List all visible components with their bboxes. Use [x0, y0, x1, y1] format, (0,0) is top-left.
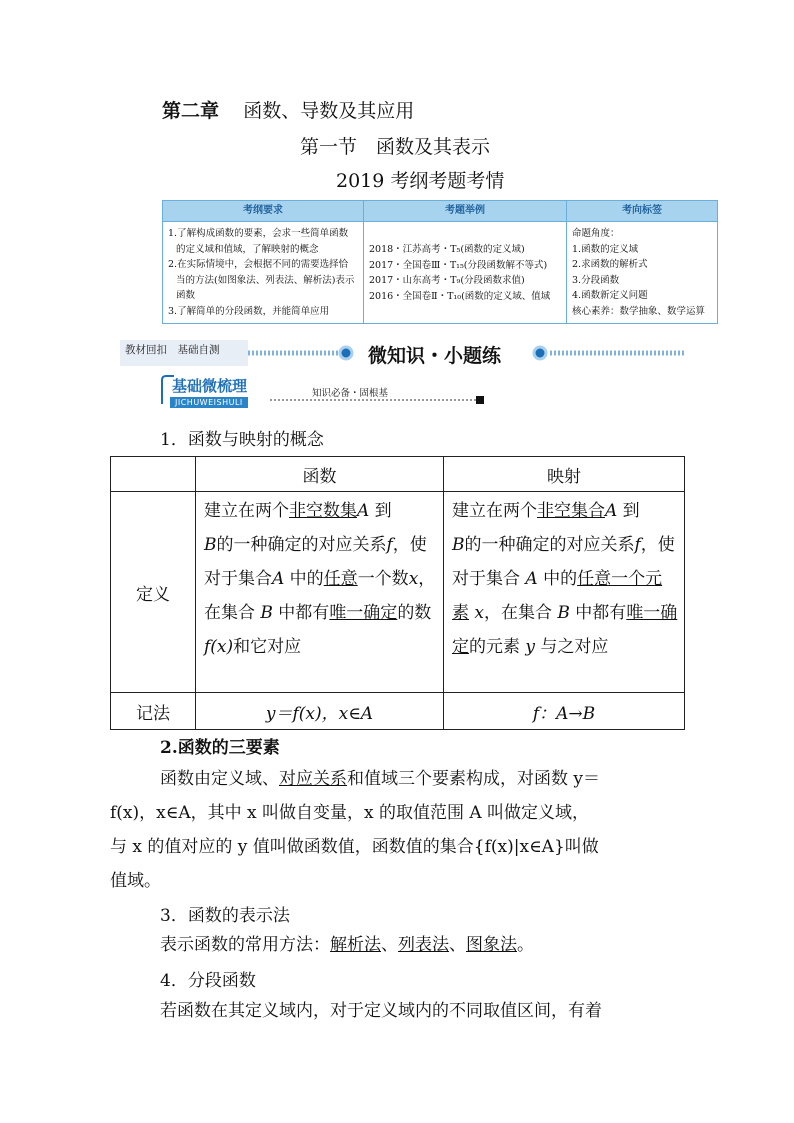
- tag-line: 3.分段函数: [572, 274, 620, 286]
- banner-title: 微知识・小题练: [368, 345, 502, 367]
- math: x: [408, 569, 419, 589]
- underlined-term: 唯一确定: [452, 603, 678, 657]
- underlined-term: 任意一个元素: [452, 569, 663, 623]
- exam-heading: 2019 考纲考题考情: [336, 170, 505, 192]
- text: 中的: [537, 569, 578, 589]
- three-elements-paragraph: [110, 762, 690, 898]
- syllabus-line: 当的方法(如图象法、列表法、解析法)表示: [176, 274, 355, 286]
- text: f(x)，x∈A，其中 x 叫做自变量，x 的取值范围 A 叫做定义域，: [110, 803, 590, 823]
- sub-banner-pinyin: JICHUWEISHULI: [170, 397, 248, 408]
- sub-banner-title: 基础微梳理: [172, 377, 248, 395]
- header-function: 函数: [196, 457, 444, 492]
- row-label-notation: 记法: [111, 693, 196, 730]
- text: 函数由定义域、: [160, 769, 279, 789]
- text: 值域。: [110, 871, 161, 891]
- exam-cell-syllabus: [163, 222, 364, 324]
- syllabus-line: 的定义域和值域，了解映射的概念: [176, 243, 319, 255]
- text: 、: [381, 935, 398, 955]
- underlined-term: 解析法: [330, 935, 381, 955]
- syllabus-line: 3.了解简单的分段函数，并能简单应用: [168, 305, 330, 317]
- text: 中都有: [569, 603, 627, 623]
- heading-piecewise: 4．分段函数: [160, 971, 256, 991]
- math: y＝f(x)，x∈A: [265, 703, 374, 724]
- underlined-term: 非空集合: [537, 501, 605, 521]
- text: 到: [369, 501, 392, 521]
- heading-three-elements: 2.函数的三要素: [160, 738, 280, 758]
- math: B: [260, 603, 273, 623]
- math: A: [357, 501, 370, 521]
- underlined-term: 对应关系: [279, 769, 347, 789]
- exam-header-tags: 考向标签: [567, 201, 718, 222]
- header-mapping: 映射: [444, 457, 685, 492]
- text: 。: [517, 935, 534, 955]
- exam-header-syllabus: 考纲要求: [163, 201, 364, 222]
- syllabus-line: 1.了解构成函数的要素，会求一些简单函数: [168, 228, 349, 239]
- exam-cell-examples: [364, 222, 567, 324]
- exam-header-examples: 考题举例: [364, 201, 567, 222]
- sub-banner-note: 知识必备・固根基: [312, 388, 389, 399]
- tag-line: 1.函数的定义域: [572, 243, 639, 255]
- heading-representation: 3．函数的表示法: [160, 906, 290, 926]
- empty-header-cell: [111, 457, 196, 492]
- exam-table: [162, 200, 718, 324]
- math: A: [605, 501, 618, 521]
- text: 和值域三个要素构成，对函数 y＝: [347, 769, 601, 789]
- text: 中的: [284, 569, 324, 589]
- syllabus-line: 函数: [176, 290, 196, 301]
- underlined-term: 唯一确定: [329, 603, 398, 623]
- text: 建立在两个: [452, 501, 537, 521]
- mapping-definition: [444, 492, 685, 693]
- text: 中都有: [272, 603, 330, 623]
- underlined-term: 列表法: [398, 935, 449, 955]
- example-line: 2018・江苏高考・T₅(函数的定义域): [369, 244, 525, 255]
- math: B: [204, 535, 217, 555]
- text: 的一种确定的对应关系: [216, 535, 387, 555]
- text: 、: [449, 935, 466, 955]
- text: ，使对于集合: [452, 535, 675, 589]
- math: B: [557, 603, 570, 623]
- text: 的元素: [469, 637, 526, 657]
- example-line: 2017・全国卷Ⅲ・T₁₅(分段函数解不等式): [369, 259, 548, 271]
- row-label-definition: 定义: [111, 492, 196, 693]
- tag-line: 命题角度：: [572, 228, 620, 239]
- math: f: [634, 535, 641, 555]
- tag-line: 2.求函数的解析式: [572, 259, 648, 270]
- text: 表示函数的常用方法：: [160, 935, 330, 955]
- math: f：A→B: [532, 703, 596, 724]
- function-definition: [196, 492, 444, 693]
- text: 和它对应: [233, 637, 302, 657]
- chapter-number: 第二章: [162, 100, 220, 122]
- math: A: [272, 569, 285, 589]
- mapping-notation: [444, 693, 685, 730]
- text: 到: [617, 501, 640, 521]
- math: y: [525, 637, 536, 657]
- underlined-term: 任意: [323, 569, 358, 589]
- text: 与 x 的值对应的 y 值叫做函数值，函数值的集合{f(x)|x∈A}叫做: [110, 837, 599, 857]
- text: ，在集合: [484, 603, 558, 623]
- chapter-title: 函数、导数及其应用: [243, 100, 415, 122]
- heading-function-mapping: 1．函数与映射的概念: [160, 430, 324, 450]
- text: 的一种确定的对应关系: [464, 535, 635, 555]
- tag-line: 4.函数新定义问题: [572, 290, 648, 301]
- representation-paragraph: [160, 928, 700, 962]
- text: 建立在两个: [204, 501, 289, 521]
- example-line: 2016・全国卷Ⅱ・T₁₀(函数的定义域、值域: [369, 290, 551, 302]
- chapter-heading: [162, 96, 414, 123]
- math: x: [469, 603, 484, 623]
- function-notation: [196, 693, 444, 730]
- section-title: 第一节 函数及其表示: [300, 136, 491, 158]
- text: 一个数: [357, 569, 409, 589]
- underlined-term: 图象法: [466, 935, 517, 955]
- exam-cell-tags: [567, 222, 718, 324]
- math: f: [386, 535, 393, 555]
- definition-table: [110, 456, 685, 730]
- underlined-term: 非空数集: [289, 501, 357, 521]
- text: 与之对应: [535, 637, 609, 657]
- piecewise-paragraph: 若函数在其定义域内，对于定义域内的不同取值区间，有着: [160, 1001, 602, 1021]
- text: ，使对于集合: [204, 535, 427, 589]
- tag-line: 核心素养：数学抽象、数学运算: [572, 305, 706, 317]
- example-line: 2017・山东高考・T₉(分段函数求值): [369, 275, 525, 286]
- text: ，在集合: [204, 569, 436, 623]
- math: A: [525, 569, 538, 589]
- math: B: [452, 535, 465, 555]
- syllabus-line: 2.在实际情境中，会根据不同的需要选择恰: [168, 259, 349, 270]
- banner-left-text: 教材回扣 基础自测: [125, 344, 220, 356]
- text: 的数: [397, 603, 432, 623]
- math: f(x): [204, 637, 234, 657]
